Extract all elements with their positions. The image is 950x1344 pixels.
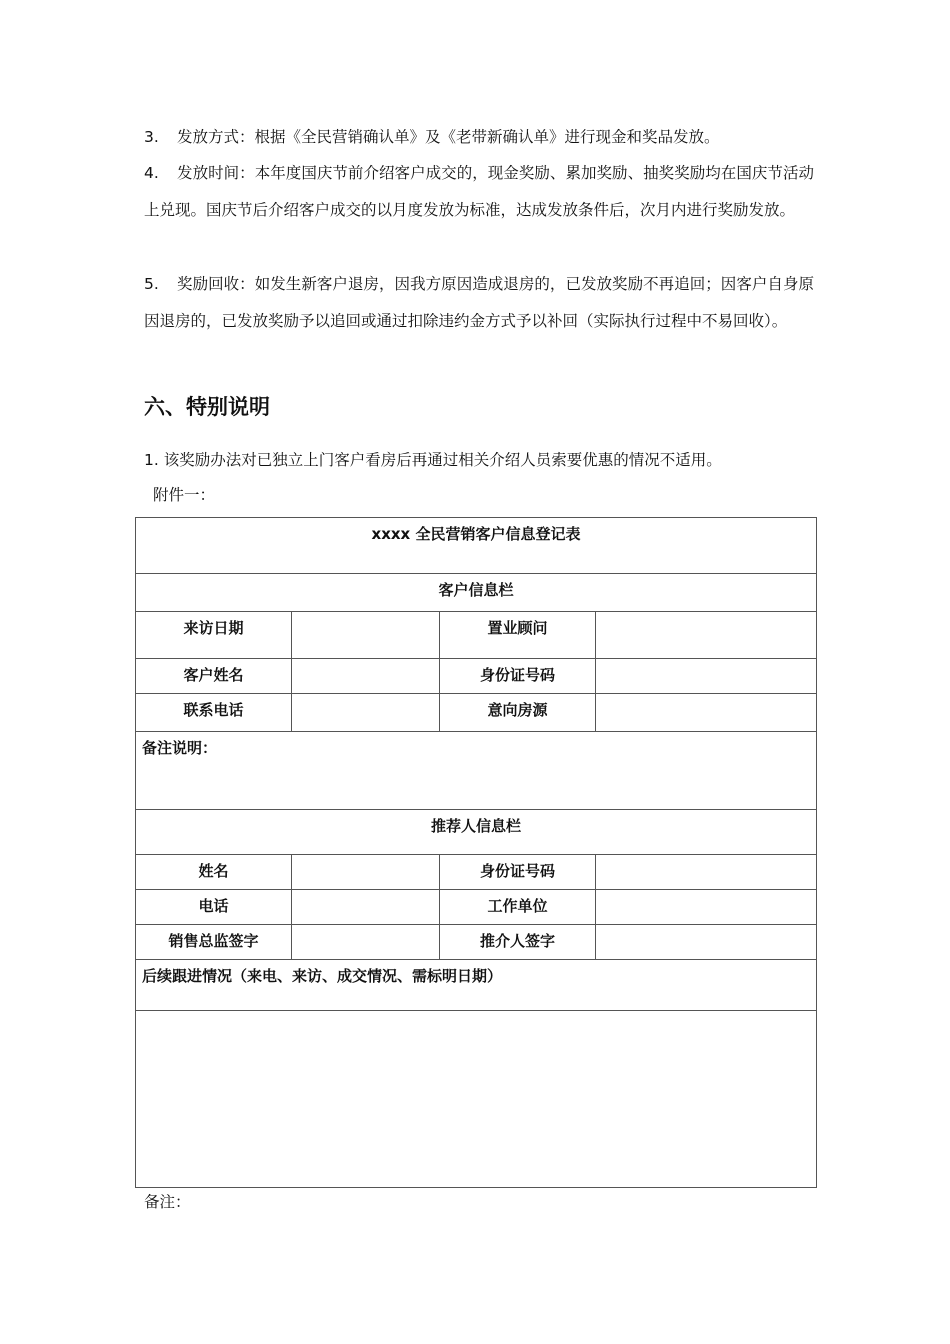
referrer-signature-label: 推介人签字 <box>479 932 555 950</box>
remarks-row <box>136 732 817 810</box>
table-row <box>136 890 817 925</box>
paragraph-number: 5. <box>144 275 159 293</box>
visit-date-label: 来访日期 <box>183 619 244 637</box>
phone-field[interactable] <box>292 694 440 732</box>
name-field[interactable] <box>292 855 440 890</box>
table-row <box>136 694 817 732</box>
form-title: xxxx 全民营销客户信息登记表 <box>371 525 581 543</box>
footer-note: 备注： <box>144 1193 191 1211</box>
work-unit-label: 工作单位 <box>487 897 548 915</box>
sales-director-signature-label: 销售总监签字 <box>168 932 259 950</box>
section-heading: 六、特别说明 <box>144 395 270 419</box>
registration-form-table <box>135 517 817 1188</box>
customer-name-label: 客户姓名 <box>183 666 244 684</box>
table-row <box>136 659 817 694</box>
remarks-label: 备注说明： <box>142 739 218 757</box>
attachment-label: 附件一： <box>153 486 216 504</box>
intended-property-label: 意向房源 <box>487 701 548 719</box>
table-row <box>136 925 817 960</box>
phone-label: 联系电话 <box>183 701 244 719</box>
follow-up-content-row <box>136 1011 817 1188</box>
referrer-signature-field[interactable] <box>596 925 817 960</box>
form-title-row <box>136 518 817 574</box>
follow-up-field[interactable] <box>136 1011 817 1188</box>
paragraph-text: 发放方式：根据《全民营销确认单》及《老带新确认单》进行现金和奖品发放。 <box>177 128 720 146</box>
id-number-label: 身份证号码 <box>479 666 555 684</box>
special-note: 1. 该奖励办法对已独立上门客户看房后再通过相关介绍人员索要优惠的情况不适用。 <box>144 451 722 469</box>
paragraph-5 <box>144 266 814 340</box>
customer-name-field[interactable] <box>292 659 440 694</box>
remarks-field[interactable] <box>136 732 817 810</box>
paragraph-4 <box>144 155 814 229</box>
paragraph-number: 4. <box>144 164 159 182</box>
referrer-section-header: 推荐人信息栏 <box>430 817 521 835</box>
referrer-id-number-label: 身份证号码 <box>479 862 555 880</box>
consultant-label: 置业顾问 <box>487 619 548 637</box>
table-row <box>136 855 817 890</box>
referrer-phone-label: 电话 <box>198 897 229 915</box>
paragraph-text: 发放时间：本年度国庆节前介绍客户成交的，现金奖励、累加奖励、抽奖奖励均在国庆节活动上兑现。国庆节后介绍客户成交的以月度发放为标准，达成发放条件后，次月内进行奖励发放。 <box>144 164 814 219</box>
follow-up-header-row <box>136 960 817 1011</box>
referrer-id-number-field[interactable] <box>596 855 817 890</box>
work-unit-field[interactable] <box>596 890 817 925</box>
customer-section-header: 客户信息栏 <box>438 581 514 599</box>
visit-date-field[interactable] <box>292 612 440 659</box>
name-label: 姓名 <box>198 862 229 880</box>
paragraph-number: 3. <box>144 128 159 146</box>
id-number-field[interactable] <box>596 659 817 694</box>
follow-up-label: 后续跟进情况（来电、来访、成交情况、需标明日期） <box>142 967 503 985</box>
intended-property-field[interactable] <box>596 694 817 732</box>
sales-director-signature-field[interactable] <box>292 925 440 960</box>
paragraph-3 <box>144 119 814 156</box>
customer-section-row <box>136 574 817 612</box>
referrer-section-row <box>136 810 817 855</box>
referrer-phone-field[interactable] <box>292 890 440 925</box>
consultant-field[interactable] <box>596 612 817 659</box>
paragraph-text: 奖励回收：如发生新客户退房，因我方原因造成退房的，已发放奖励不再追回；因客户自身原因退房的，已发放奖励予以追回或通过扣除违约金方式予以补回（实际执行过程中不易回收）。 <box>144 275 814 330</box>
table-row <box>136 612 817 659</box>
